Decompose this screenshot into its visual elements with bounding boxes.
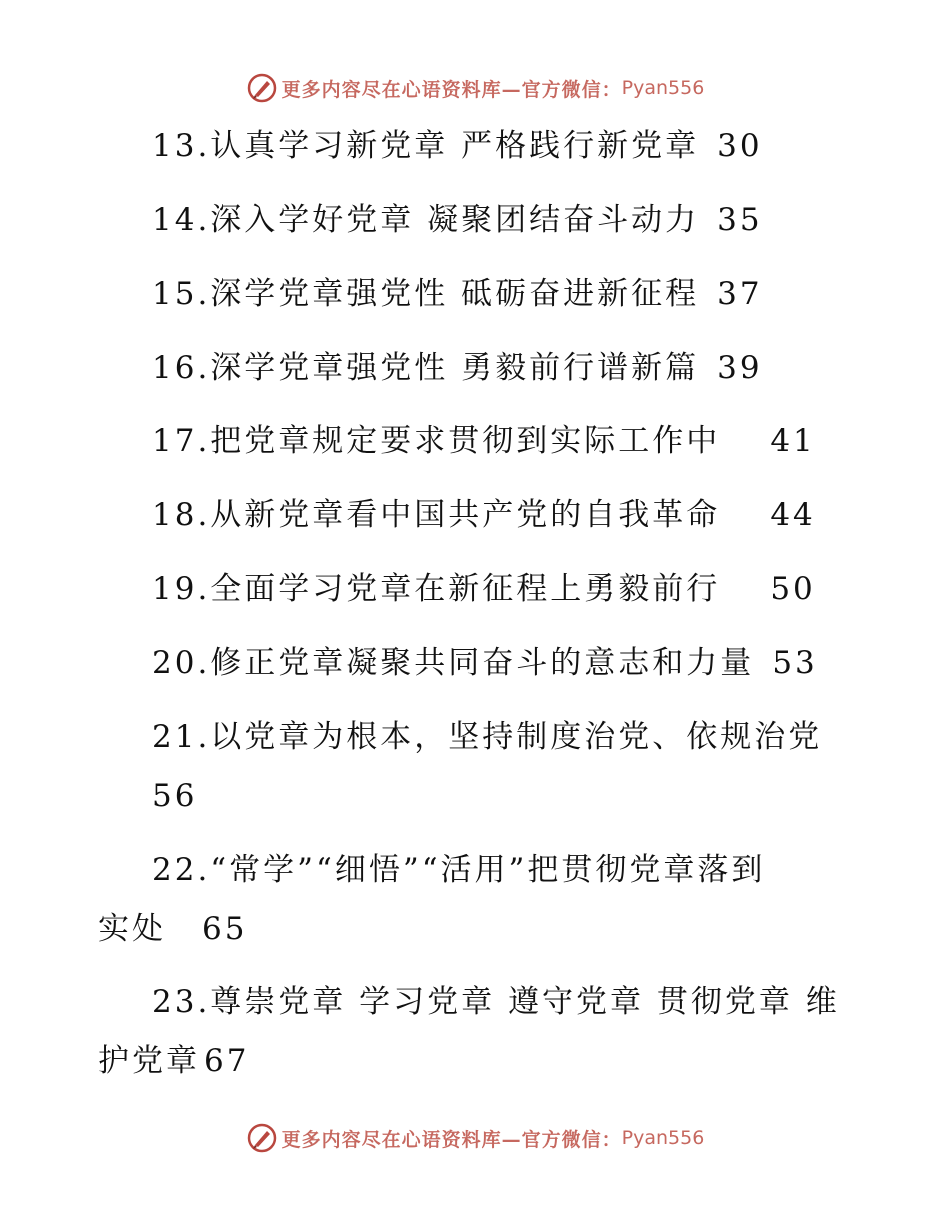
toc-item — [152, 421, 816, 461]
toc-title: 14.深入学好党章 凝聚团结奋斗动力 — [152, 202, 700, 238]
pen-logo-icon — [246, 1122, 278, 1154]
toc-page: 65 — [202, 911, 248, 947]
toc-page: 39 — [717, 350, 763, 386]
toc-title: 22.“常学”“细悟”“活用”把贯彻党章落到 — [152, 852, 766, 888]
toc-item — [152, 495, 816, 535]
toc-item — [152, 643, 818, 683]
toc-page: 53 — [772, 645, 818, 681]
toc-item — [152, 569, 816, 609]
toc-item — [152, 200, 763, 240]
toc-item — [152, 348, 763, 388]
toc-item-continuation — [98, 1041, 249, 1081]
toc-item — [152, 717, 822, 757]
footer-watermark-banner — [0, 1120, 950, 1156]
toc-item — [152, 274, 763, 314]
toc-title: 21.以党章为根本，坚持制度治党、依规治党 — [152, 719, 823, 755]
toc-page: 44 — [770, 497, 816, 533]
toc-page: 37 — [717, 276, 763, 312]
toc-title: 16.深学党章强党性 勇毅前行谱新篇 — [152, 350, 700, 386]
banner-wechat-id: Pyan556 — [621, 1127, 705, 1149]
toc-item — [152, 982, 840, 1022]
toc-item — [152, 126, 763, 166]
toc-item-continuation — [98, 909, 247, 949]
toc-page: 56 — [152, 778, 198, 814]
banner-wechat-id: Pyan556 — [621, 77, 705, 99]
toc-title-continuation: 实处 — [98, 911, 166, 947]
toc-title-continuation: 护党章 — [98, 1043, 200, 1079]
toc-title: 13.认真学习新党章 严格践行新党章 — [152, 128, 700, 164]
toc-item — [152, 850, 765, 890]
toc-page: 30 — [717, 128, 763, 164]
toc-title: 17.把党章规定要求贯彻到实际工作中 — [152, 423, 721, 459]
toc-title: 19.全面学习党章在新征程上勇毅前行 — [152, 571, 721, 607]
toc-title: 20.修正党章凝聚共同奋斗的意志和力量 — [152, 645, 755, 681]
toc-page: 67 — [204, 1043, 250, 1079]
toc-page: 35 — [717, 202, 763, 238]
toc-page: 50 — [770, 571, 816, 607]
toc-page: 41 — [770, 423, 816, 459]
toc-item-page — [152, 776, 197, 816]
toc-title: 23.尊崇党章 学习党章 遵守党章 贯彻党章 维 — [152, 984, 840, 1020]
banner-text: 更多内容尽在心语资料库—官方微信： — [281, 1128, 622, 1151]
toc-title: 18.从新党章看中国共产党的自我革命 — [152, 497, 721, 533]
toc-title: 15.深学党章强党性 砥砺奋进新征程 — [152, 276, 700, 312]
banner-text: 更多内容尽在心语资料库—官方微信： — [281, 78, 622, 101]
